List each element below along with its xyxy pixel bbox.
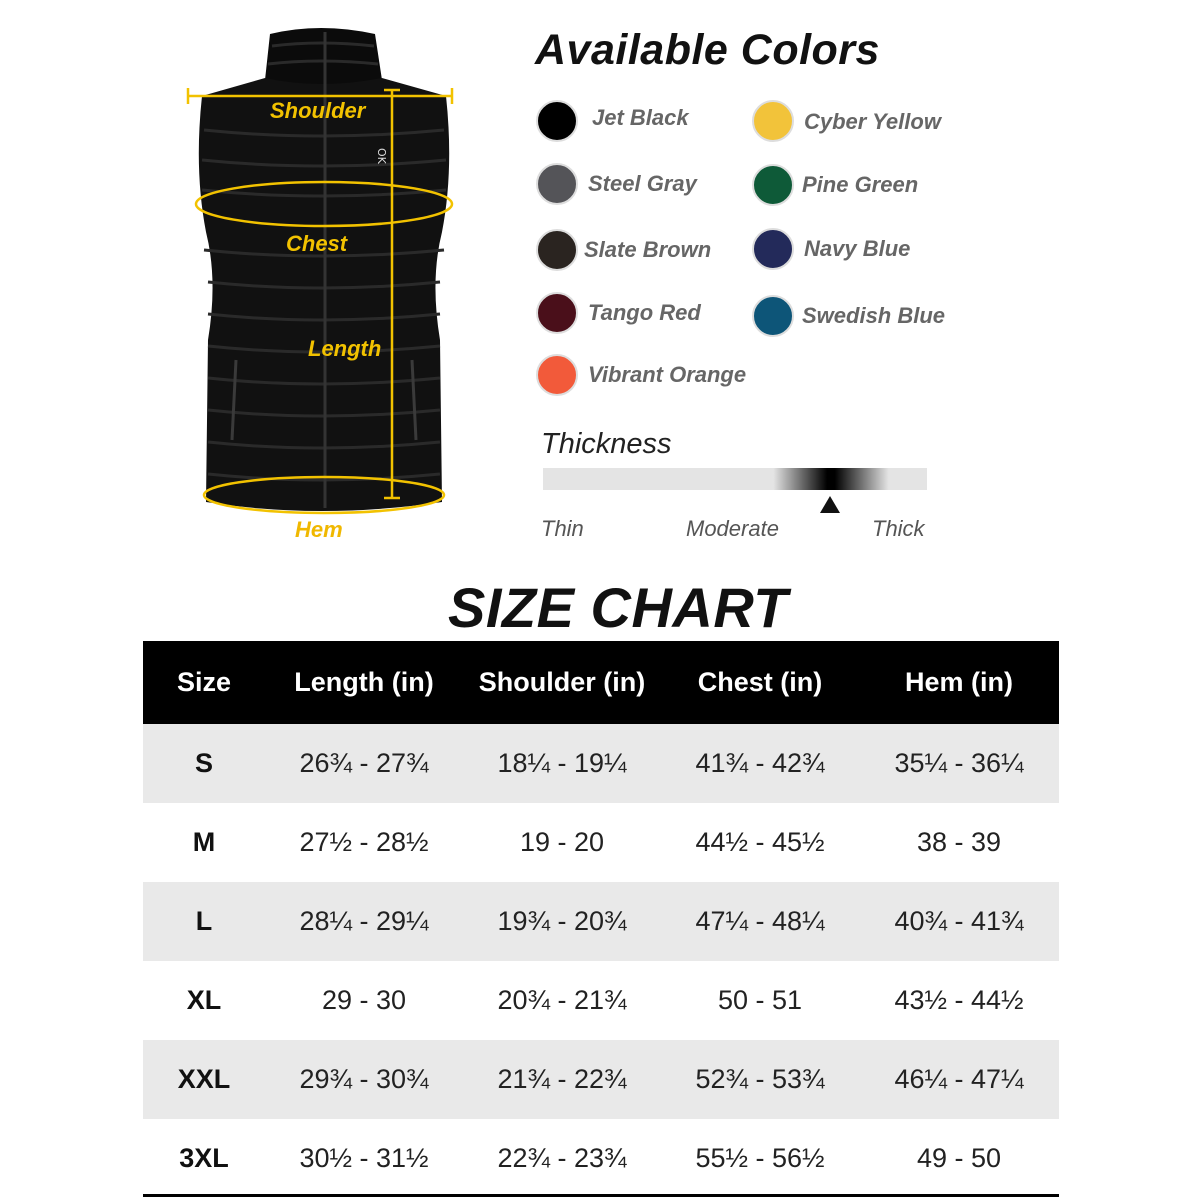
color-name: Pine Green (802, 172, 919, 197)
hem-cell: 46¼ - 47¼ (859, 1040, 1059, 1119)
color-swatch (536, 229, 578, 271)
color-name: Slate Brown (584, 237, 712, 262)
color-name: Navy Blue (804, 236, 911, 261)
chest-cell: 41¾ - 42¾ (661, 724, 859, 803)
chest-cell: 50 - 51 (717, 985, 803, 1015)
length-cell: 29 - 30 (321, 985, 407, 1015)
color-option-jet-black[interactable] (536, 100, 689, 142)
hem-label: Hem (295, 517, 343, 542)
table-bottom-divider (143, 1194, 1059, 1197)
table-header-row (143, 641, 1059, 724)
color-name: Cyber Yellow (804, 109, 941, 134)
color-option-cyber-yellow[interactable] (752, 100, 941, 142)
shoulder-cell: 22¾ - 23¾ (497, 1143, 627, 1173)
length-label: Length (308, 336, 382, 361)
column-header-shoulder: Shoulder (in) (463, 641, 661, 724)
thickness-marker-icon (820, 496, 840, 513)
length-cell: 28¼ - 29¼ (265, 882, 463, 961)
shoulder-cell: 20¾ - 21¾ (497, 985, 627, 1015)
color-swatch (752, 100, 794, 142)
size-cell: 3XL (179, 1143, 229, 1173)
chest-cell: 52¾ - 53¾ (661, 1040, 859, 1119)
size-chart-title: SIZE CHART (448, 576, 788, 639)
column-header-hem: Hem (in) (859, 641, 1059, 724)
logo-mark: OK (375, 148, 388, 164)
length-cell: 30½ - 31½ (299, 1143, 429, 1173)
color-name: Swedish Blue (802, 303, 946, 328)
table-row (143, 882, 1059, 961)
color-swatch (536, 100, 578, 142)
table-row (143, 803, 1059, 882)
column-header-length: Length (in) (265, 641, 463, 724)
thickness-title: Thickness (541, 428, 672, 460)
size-cell: M (192, 827, 216, 857)
color-swatch (536, 292, 578, 334)
hem-cell: 35¼ - 36¼ (859, 724, 1059, 803)
column-header-size: Size (143, 641, 265, 724)
color-swatch (752, 164, 794, 206)
hem-cell: 43½ - 44½ (894, 985, 1024, 1015)
length-cell: 26¾ - 27¾ (265, 724, 463, 803)
shoulder-cell: 19¾ - 20¾ (463, 882, 661, 961)
chest-label: Chest (286, 231, 348, 256)
color-swatch (752, 228, 794, 270)
color-option-slate-brown[interactable] (536, 229, 711, 271)
chest-cell: 55½ - 56½ (695, 1143, 825, 1173)
color-swatch (752, 295, 794, 337)
color-name: Vibrant Orange (588, 362, 747, 387)
color-name: Tango Red (588, 300, 701, 325)
chest-cell: 47¼ - 48¼ (661, 882, 859, 961)
color-option-steel-gray[interactable] (536, 163, 697, 205)
size-cell: S (143, 724, 265, 803)
table-row (143, 724, 1059, 803)
shoulder-label: Shoulder (270, 98, 366, 123)
hem-cell: 40¾ - 41¾ (859, 882, 1059, 961)
available-colors-title: Available Colors (535, 26, 880, 74)
size-cell: XXL (143, 1040, 265, 1119)
thickness-gauge (543, 468, 927, 490)
color-option-vibrant-orange[interactable] (536, 354, 746, 396)
color-option-pine-green[interactable] (752, 164, 918, 206)
color-option-swedish-blue[interactable] (752, 295, 945, 337)
hem-cell: 38 - 39 (916, 827, 1002, 857)
color-option-tango-red[interactable] (536, 292, 701, 334)
thickness-scale-thick: Thick (872, 516, 925, 541)
column-header-chest: Chest (in) (661, 641, 859, 724)
thickness-scale-moderate: Moderate (686, 516, 779, 541)
shoulder-cell: 18¼ - 19¼ (463, 724, 661, 803)
color-option-navy-blue[interactable] (752, 228, 910, 270)
color-name: Jet Black (592, 105, 689, 130)
hem-cell: 49 - 50 (916, 1143, 1002, 1173)
vest-measurement-figure (160, 20, 490, 550)
size-cell: L (143, 882, 265, 961)
color-name: Steel Gray (588, 171, 697, 196)
chest-cell: 44½ - 45½ (695, 827, 825, 857)
table-row (143, 1119, 1059, 1198)
size-cell: XL (186, 985, 222, 1015)
thickness-scale-thin: Thin (541, 516, 584, 541)
color-swatch (536, 354, 578, 396)
length-cell: 27½ - 28½ (299, 827, 429, 857)
color-swatch (536, 163, 578, 205)
size-chart-table (143, 641, 1059, 1198)
table-row (143, 961, 1059, 1040)
shoulder-cell: 21¾ - 22¾ (463, 1040, 661, 1119)
shoulder-cell: 19 - 20 (519, 827, 605, 857)
length-cell: 29¾ - 30¾ (265, 1040, 463, 1119)
table-row (143, 1040, 1059, 1119)
